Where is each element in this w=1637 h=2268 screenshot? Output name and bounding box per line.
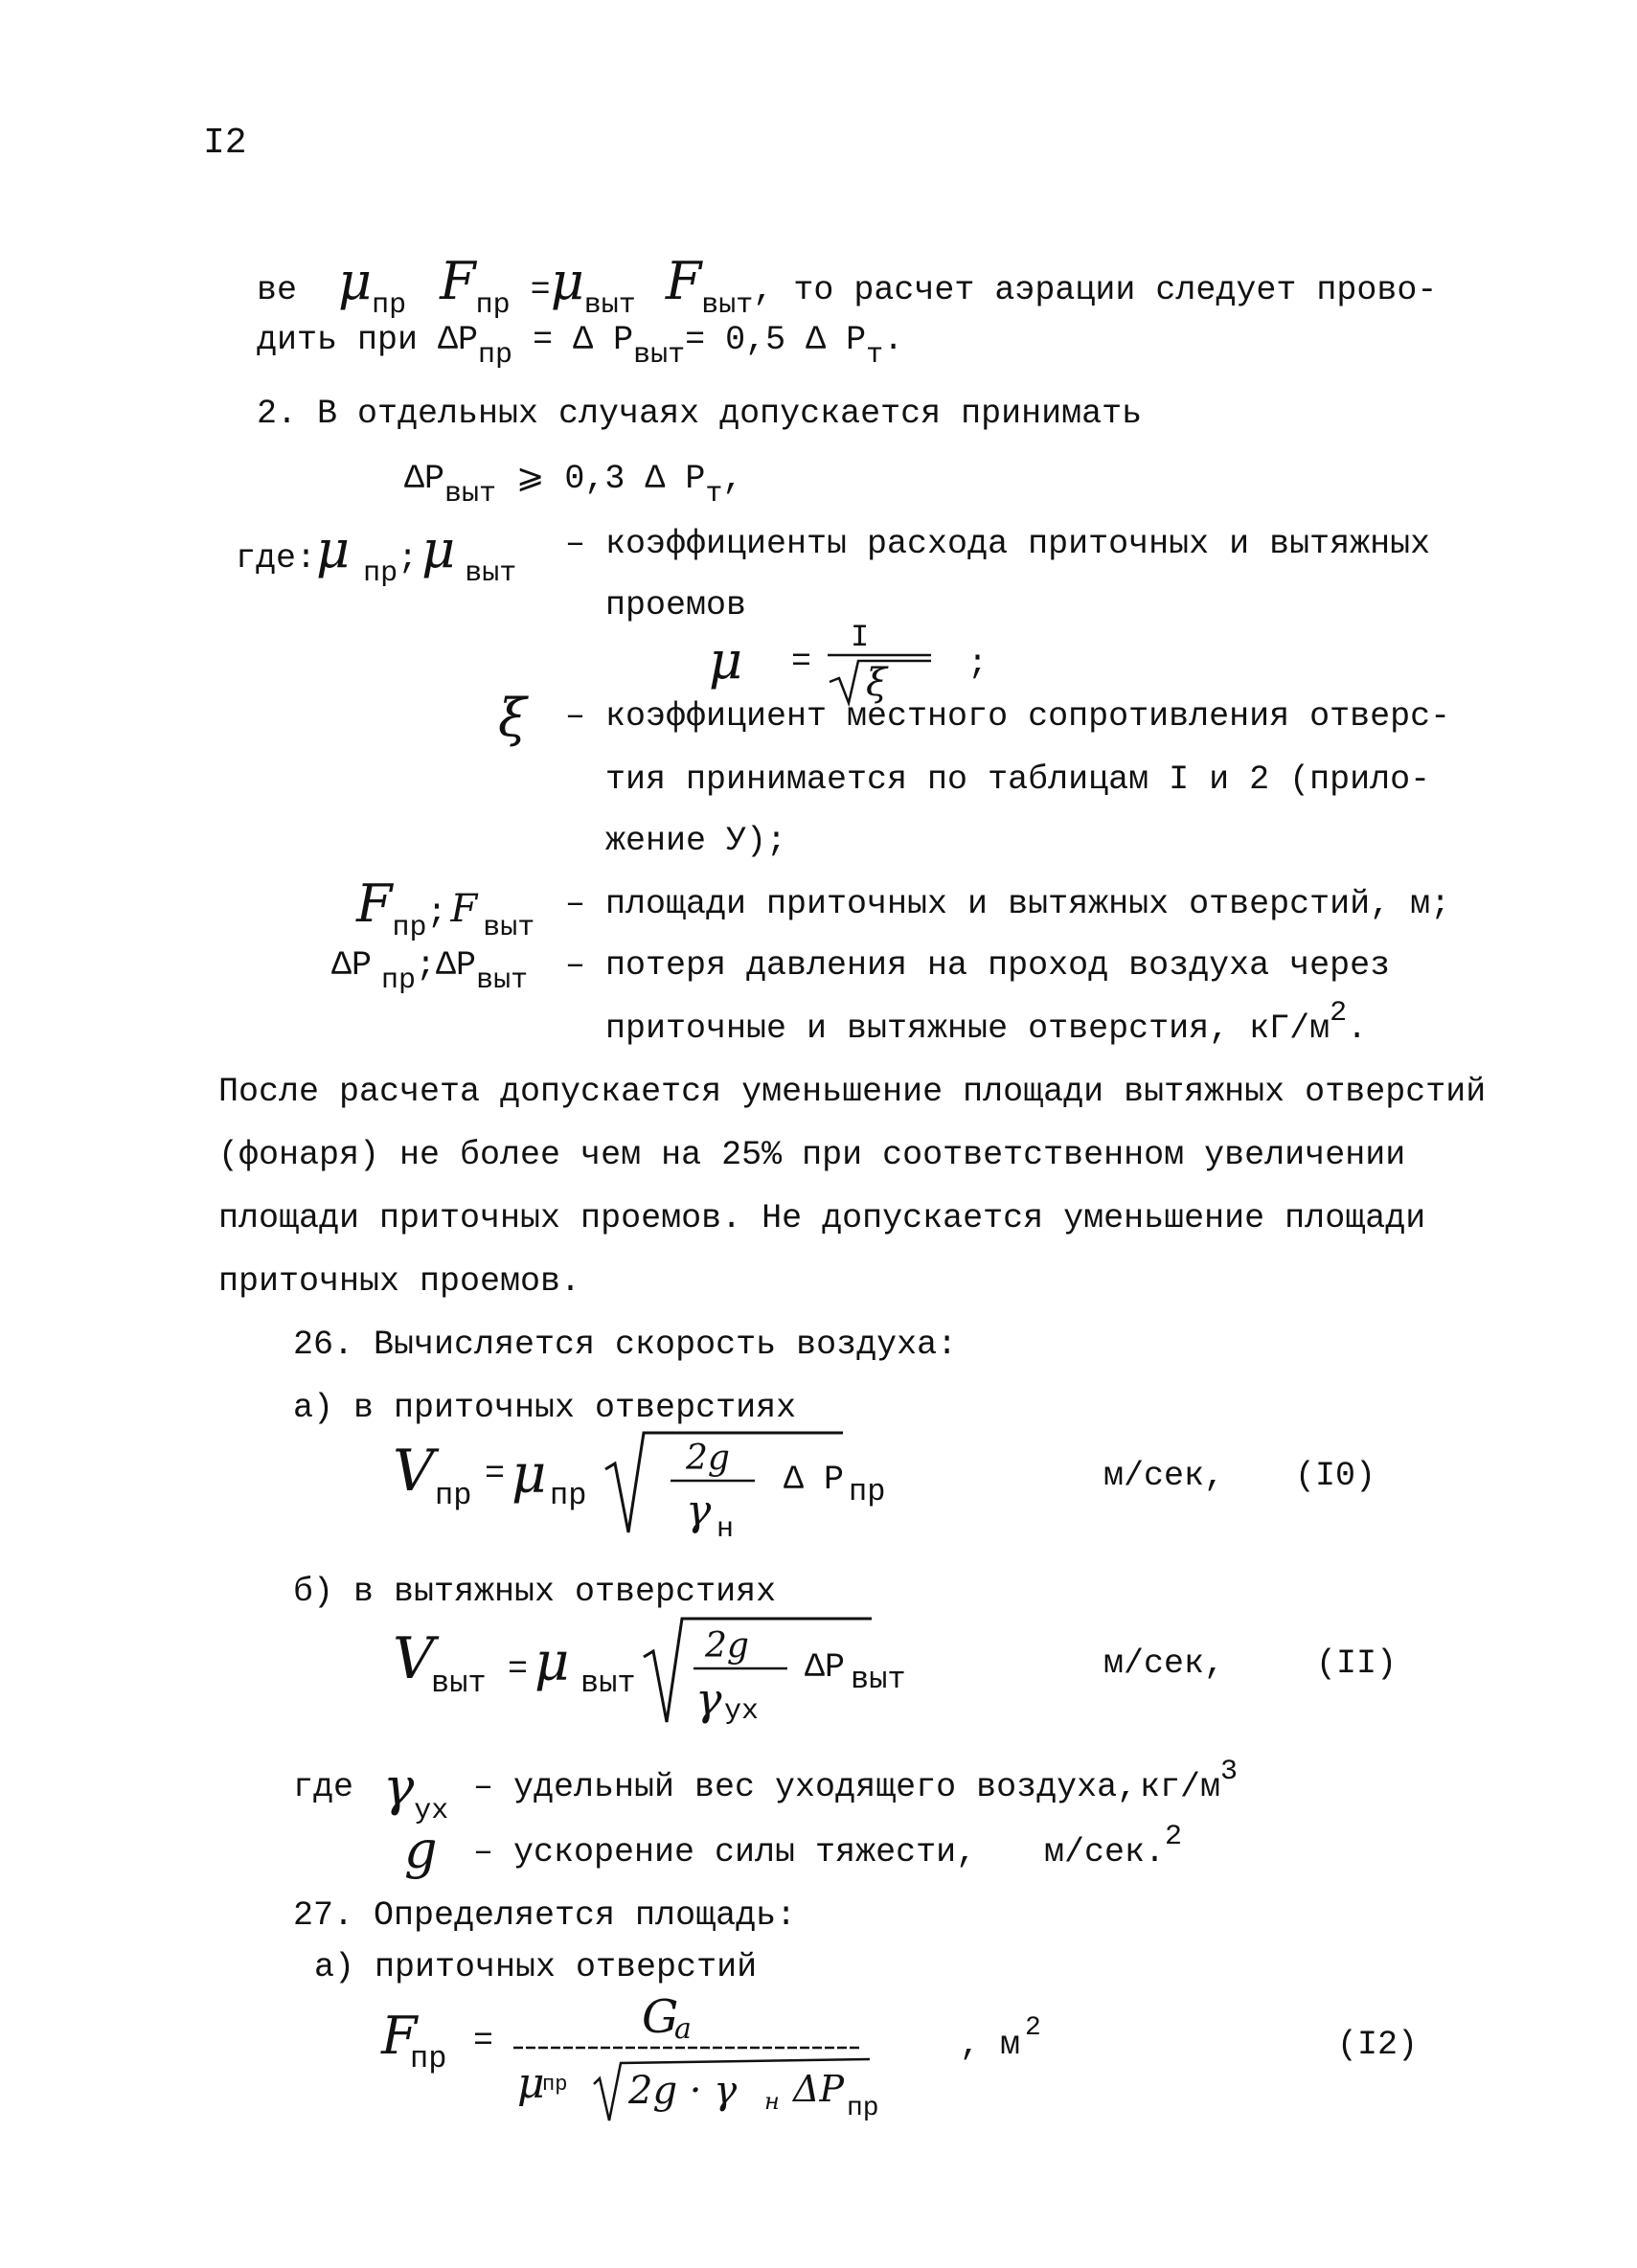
sub-t: т	[705, 478, 723, 510]
sub-t: т	[866, 339, 884, 372]
where-label: где:	[236, 539, 317, 578]
gamma-symbol: γ	[383, 1757, 415, 1817]
den-mu: μ	[517, 2059, 545, 2108]
sub-pr: пр	[363, 557, 398, 590]
eq-number: (I2)	[1337, 2026, 1419, 2064]
den-dp-sub: пр	[847, 2094, 879, 2123]
dash: –	[565, 885, 586, 923]
item-27-title: 27. Определяется площадь:	[293, 1896, 797, 1935]
dash: –	[565, 525, 586, 563]
g-desc: – ускорение силы тяжести,	[473, 1833, 977, 1871]
separator: ;	[416, 946, 437, 985]
F-symbol: F	[356, 873, 393, 934]
eq-number: (II)	[1316, 1644, 1398, 1683]
frac-den: γ	[695, 1673, 722, 1725]
where-label: где	[293, 1768, 354, 1806]
sub-vyt: выт	[583, 289, 636, 322]
equals-sign: =	[473, 2022, 494, 2060]
gamma-sub: ух	[414, 1795, 449, 1827]
F-symbol: F	[450, 887, 478, 931]
mu-symbol: μ	[512, 1443, 547, 1506]
line2-text: дить при ΔP	[257, 321, 479, 359]
line-2	[257, 321, 904, 372]
separator: ;	[426, 894, 447, 932]
den-mu-sub: пр	[542, 2073, 568, 2097]
dP-symbol: ΔP	[436, 946, 477, 985]
dp-sub: пр	[849, 1474, 886, 1509]
units-sup: 2	[1025, 2013, 1041, 2043]
F-sub: пр	[410, 2041, 447, 2076]
formula-12	[381, 1983, 1483, 2145]
V-symbol: V	[393, 1438, 435, 1505]
F-symbol: F	[440, 251, 476, 311]
paragraph-line-4: приточных проемов.	[218, 1262, 581, 1301]
V-sub: выт	[431, 1666, 487, 1701]
xi-symbol: ξ	[498, 688, 527, 748]
dP-symbol: ΔP	[331, 946, 373, 985]
equals-sign: =	[485, 1455, 506, 1493]
mu-symbol: μ	[421, 519, 456, 579]
line2-mid: = Δ P	[512, 321, 634, 359]
sub-pr: пр	[392, 912, 427, 944]
formula-eq: =	[791, 643, 812, 681]
mu-symbol: μ	[550, 251, 584, 311]
V-symbol: V	[393, 1625, 435, 1692]
gamma-units-sup: 3	[1220, 1756, 1239, 1788]
frac-den-sub: н	[716, 1513, 735, 1546]
formula-num: I	[851, 620, 870, 655]
dash: –	[565, 946, 586, 985]
mu-desc-1: коэффициенты расхода приточных и вытяжных	[605, 525, 1431, 563]
F-symbol: F	[381, 2006, 418, 2066]
units: , м	[960, 2026, 1021, 2064]
frac-num: 2g	[705, 1626, 749, 1666]
V-sub: пр	[435, 1478, 472, 1513]
formula-den: ξ	[866, 661, 888, 705]
F-desc: площади приточных и вытяжных отверстий, м;	[605, 885, 1451, 923]
ineq-comma: ,	[722, 460, 743, 498]
units: м/сек,	[1103, 1457, 1225, 1495]
frac-den: γ	[686, 1486, 712, 1535]
line2-end: = 0,5 Δ P	[685, 321, 867, 359]
def-F-symbols	[356, 873, 535, 944]
den-root-sub: н	[764, 2088, 780, 2115]
g-units	[1044, 1821, 1183, 1871]
line2-dot: .	[883, 321, 904, 359]
sub-pr: пр	[478, 339, 513, 372]
dP-desc-2-text: приточные и вытяжные отверстия, кГ/м	[605, 1009, 1330, 1048]
formula-11	[393, 1615, 1446, 1749]
mu-desc-2: проемов	[605, 586, 747, 624]
den-root: 2g · γ	[628, 2069, 738, 2113]
mu-sub: пр	[550, 1478, 587, 1513]
ineq-left: ΔP	[404, 460, 445, 498]
frac-den-sub: ух	[724, 1695, 760, 1728]
paragraph-line-1: После расчета допускается уменьшение площади вытяжных отверстий	[218, 1073, 1487, 1111]
equals-sign: =	[508, 1650, 529, 1689]
def-mu-symbols	[236, 519, 517, 590]
frac-num: 2g	[686, 1439, 730, 1478]
dP-desc-2-end: .	[1347, 1009, 1368, 1048]
gamma-def	[383, 1757, 449, 1827]
dash: –	[565, 697, 586, 736]
item-27-a: а) приточных отверстий	[314, 1948, 758, 1986]
num-G-sub: a	[674, 2012, 692, 2046]
mu-symbol: μ	[338, 251, 373, 311]
item-26-b: б) в вытяжных отверстиях	[293, 1573, 777, 1611]
formula-10	[393, 1427, 1446, 1561]
sub-vyt: выт	[701, 289, 754, 322]
sub-vyt: выт	[483, 912, 535, 944]
mu-symbol: μ	[316, 519, 351, 579]
item-26-a: а) в приточных отверстиях	[293, 1389, 797, 1427]
mu-lhs: μ	[709, 630, 743, 691]
dP-desc-2-sup: 2	[1330, 997, 1348, 1030]
xi-desc-3: жение У);	[605, 822, 787, 860]
sub-vyt: выт	[444, 478, 497, 510]
g-units-text: м/сек.	[1044, 1833, 1166, 1871]
mu-sub: выт	[580, 1666, 636, 1701]
g-symbol: g	[404, 1820, 438, 1880]
item-2-inequality	[404, 458, 743, 510]
num-G: G	[642, 1990, 679, 2044]
dp-symbol: Δ P	[784, 1461, 845, 1499]
g-units-sup: 2	[1165, 1821, 1183, 1853]
line1-suffix: , то расчет аэрации следует прово-	[753, 271, 1438, 309]
dP-desc-1: потеря давления на проход воздуха через	[605, 946, 1391, 985]
formula-end: ;	[967, 645, 989, 683]
paragraph-line-3: площади приточных проемов. Не допускается уменьшение площади	[218, 1199, 1426, 1237]
item-26-title: 26. Вычисляется скорость воздуха:	[293, 1326, 958, 1364]
sub-vyt: выт	[633, 339, 686, 372]
line1-prefix: ве	[257, 271, 298, 309]
line-1	[257, 251, 1438, 322]
equals-sign: =	[530, 271, 551, 309]
dP-desc-2	[605, 997, 1368, 1048]
sub-vyt: выт	[476, 964, 529, 997]
separator: ;	[398, 539, 419, 578]
gamma-desc: – удельный вес уходящего воздуха,	[473, 1768, 1138, 1806]
dp-symbol: ΔP	[805, 1648, 846, 1687]
gamma-units	[1140, 1756, 1239, 1806]
paragraph-line-2: (фонаря) не более чем на 25% при соответственном увеличении	[218, 1136, 1406, 1174]
dp-sub: выт	[851, 1662, 906, 1697]
xi-desc-1: коэффициент местного сопротивления отверс-	[605, 697, 1451, 736]
sub-pr: пр	[381, 964, 417, 997]
F-symbol: F	[665, 251, 702, 311]
item-2-text: 2. В отдельных случаях допускается принимать	[257, 395, 1143, 433]
den-dp: ΔP	[793, 2068, 845, 2110]
gamma-units-text: кг/м	[1140, 1768, 1221, 1806]
def-dP-symbols	[331, 946, 529, 997]
eq-number: (I0)	[1295, 1457, 1376, 1495]
xi-desc-2: тия принимается по таблицам I и 2 (прило-	[605, 760, 1431, 799]
mu-symbol: μ	[534, 1631, 570, 1693]
sub-pr: пр	[372, 289, 407, 322]
page-number: I2	[203, 123, 247, 164]
sub-pr: пр	[475, 289, 511, 322]
sub-vyt: выт	[465, 557, 517, 590]
units: м/сек,	[1103, 1644, 1225, 1683]
ineq-right: ⩾ 0,3 Δ P	[496, 460, 706, 498]
